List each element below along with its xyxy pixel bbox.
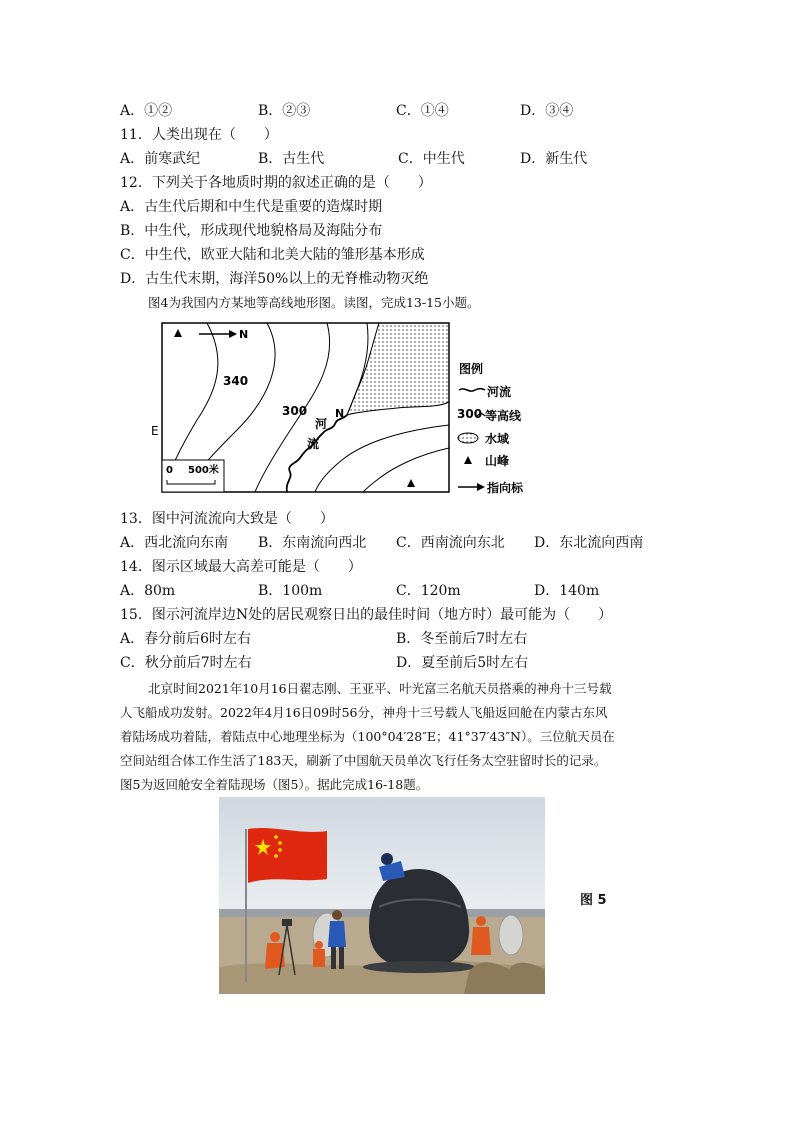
point-n-label: N: [335, 407, 345, 420]
passage-line: 着陆场成功着陆，着陆点中心地理坐标为（100°04′28″E；41°37′43″N）。三位航天员在: [120, 729, 615, 744]
passage: [120, 677, 680, 797]
q13-option-c: C．西南流向东北: [396, 535, 505, 551]
passage-line: 人飞船成功发射。2022年4月16日09时56分，神舟十三号载人飞船返回舱在内蒙古东风: [120, 705, 608, 720]
q11-option-c: C．中生代: [398, 151, 465, 167]
chinese-flag: [248, 828, 327, 883]
legend-title: 图例: [459, 362, 484, 376]
river-label-2: 流: [307, 437, 320, 451]
q12-option-d: D．古生代末期，海洋50%以上的无脊椎动物灭绝: [120, 271, 429, 287]
legend-contour-number: 300: [457, 407, 483, 421]
legend-water: 水域: [485, 432, 510, 446]
legend-pointer: 指向标: [487, 481, 524, 495]
q10-option-b: B．②③: [258, 103, 311, 119]
landing-photo: [219, 797, 545, 994]
q15-stem: 15．图示河流岸边N处的居民观察日出的最佳时间（地方时）最可能为（ ）: [120, 607, 613, 623]
q15-option-d: D．夏至前后5时左右: [396, 655, 529, 671]
q15-option-a: A．春分前后6时左右: [120, 631, 252, 647]
q10-option-c: C．①④: [396, 103, 449, 119]
scale-500: 500米: [188, 465, 219, 476]
contour-map: [151, 320, 537, 500]
legend-peak-icon: [464, 456, 472, 464]
edge-mark: E: [151, 424, 159, 438]
q11-option-a: A．前寒武纪: [120, 151, 201, 167]
q11-option-b: B．古生代: [258, 151, 325, 167]
contour-label-340: 340: [223, 374, 249, 388]
passage-line: 图5为返回舱安全着陆现场（图5）。据此完成16-18题。: [120, 777, 429, 792]
q15-option-b: B．冬至前后7时左右: [396, 631, 528, 647]
q13-option-d: D．东北流向西南: [534, 535, 644, 551]
scale-zero: 0: [166, 465, 173, 476]
intro-figure-4: 图4为我国内方某地等高线地形图。读图，完成13-15小题。: [148, 295, 480, 310]
q14-option-b: B．100m: [258, 583, 323, 599]
q15-option-c: C．秋分前后7时左右: [120, 655, 252, 671]
q11-stem: 11．人类出现在（ ）: [120, 127, 278, 143]
passage-line: 空间站组合体工作生活了183天，刷新了中国航天员单次飞行任务太空驻留时长的记录。: [120, 753, 607, 768]
q13-stem: 13．图中河流流向大致是（ ）: [120, 511, 334, 527]
legend-peak: 山峰: [485, 454, 510, 468]
legend-water-icon: [458, 433, 478, 443]
q12-stem: 12．下列关于各地质时期的叙述正确的是（ ）: [120, 175, 432, 191]
q10-option-a: A．①②: [120, 103, 173, 119]
passage-line: 北京时间2021年10月16日翟志刚、王亚平、叶光富三名航天员搭乘的神舟十三号载: [148, 681, 612, 696]
q11-option-d: D．新生代: [520, 151, 588, 167]
river-label-1: 河: [315, 417, 328, 431]
q14-stem: 14．图示区域最大高差可能是（ ）: [120, 559, 362, 575]
q13-option-b: B．东南流向西北: [258, 535, 367, 551]
q13-option-a: A．西北流向东南: [120, 535, 229, 551]
north-label: N: [239, 328, 249, 341]
figure-5-label: 图 5: [580, 893, 607, 908]
legend-river-icon: [459, 389, 485, 392]
q12-option-c: C．中生代，欧亚大陆和北美大陆的雏形基本形成: [120, 247, 425, 263]
legend-river: 河流: [487, 385, 512, 399]
q12-option-a: A．古生代后期和中生代是重要的造煤时期: [120, 199, 383, 215]
q14-option-c: C．120m: [396, 583, 461, 599]
q14-option-a: A．80m: [120, 583, 176, 599]
q12-option-b: B．中生代，形成现代地貌格局及海陆分布: [120, 223, 383, 239]
q10-option-d: D．③④: [520, 103, 574, 119]
q14-option-d: D．140m: [534, 583, 600, 599]
legend-contour: 等高线: [485, 409, 522, 423]
contour-label-300: 300: [282, 404, 308, 418]
